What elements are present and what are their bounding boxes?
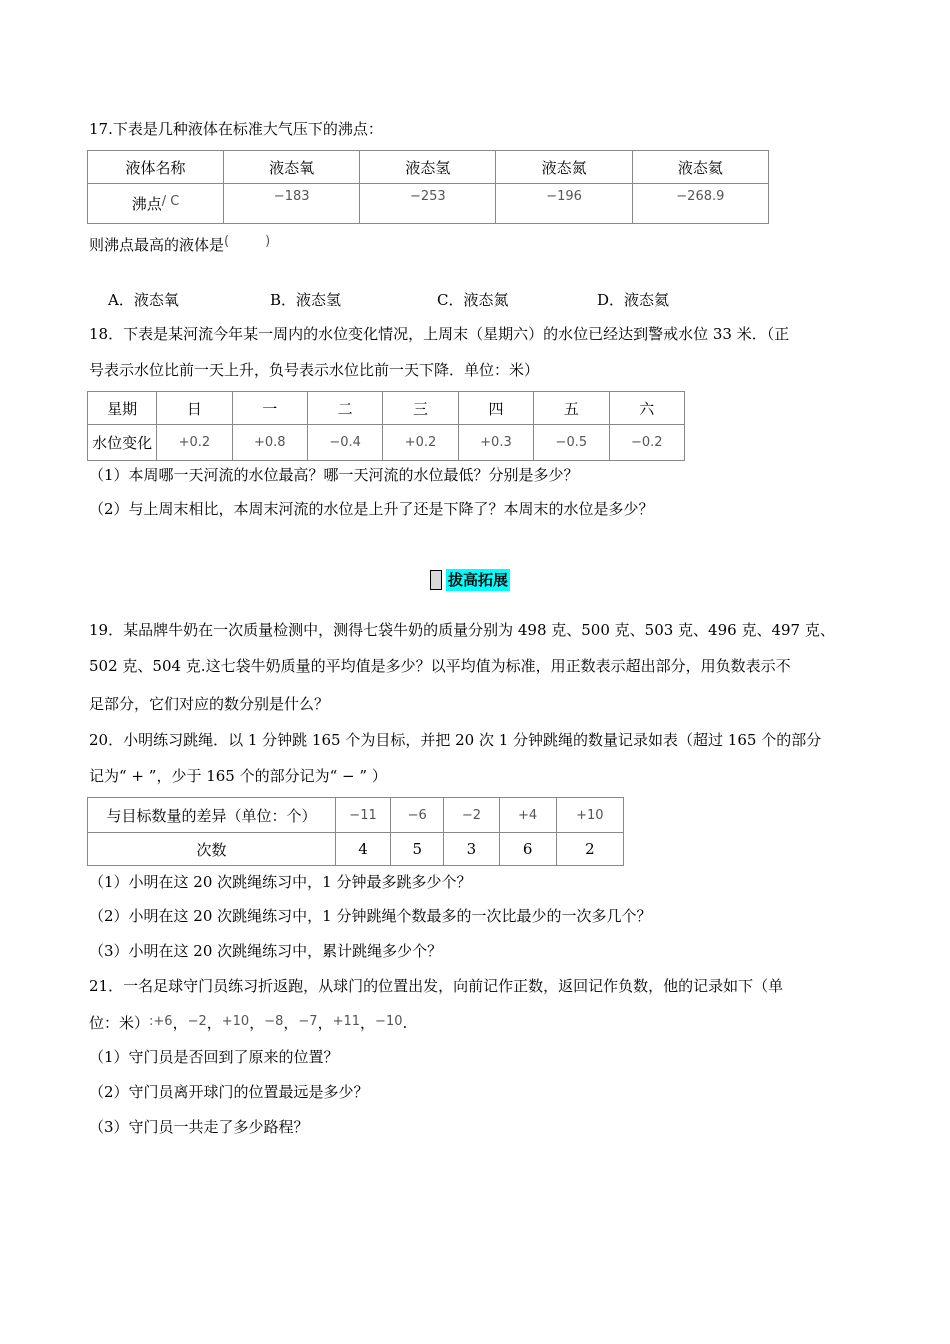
q19-line3: 足部分，它们对应的数分别是什么？ bbox=[89, 695, 330, 713]
table-cell: −2 bbox=[444, 798, 499, 833]
table-cell: −11 bbox=[335, 798, 390, 833]
q20-line1: 20．小明练习跳绳．以 1 分钟跳 165 个为目标，并把 20 次 1 分钟跳绳的数量记录如表（超过 165 个的部分 bbox=[89, 731, 822, 749]
table-cell: +4 bbox=[499, 798, 556, 833]
q21-sub3: （3）守门员一共走了多少路程？ bbox=[89, 1118, 309, 1136]
table-cell: −183 bbox=[224, 184, 360, 224]
option-c: C．液态氮 bbox=[437, 291, 509, 309]
q17-table bbox=[87, 150, 769, 224]
q21-line1: 21．一名足球守门员练习折返跑，从球门的位置出发，向前记作正数，返回记作负数，他的记录如下（单 bbox=[89, 977, 784, 995]
option-a: A．液态氧 bbox=[108, 291, 179, 309]
q21-sub1: （1）守门员是否回到了原来的位置？ bbox=[89, 1048, 339, 1066]
table-cell: 水位变化 bbox=[88, 425, 157, 461]
option-d: D．液态氦 bbox=[597, 291, 670, 309]
table-cell: 液态氧 bbox=[224, 151, 360, 184]
record-value: −7 bbox=[298, 1014, 318, 1029]
q17-stem: 17.下表是几种液体在标准大气压下的沸点： bbox=[89, 120, 383, 138]
table-cell: 日 bbox=[157, 392, 232, 425]
table-cell: 3 bbox=[444, 833, 499, 866]
q19-line1: 19．某品牌牛奶在一次质量检测中，测得七袋牛奶的质量分别为 498 克、500 克、503 克、496 克、497 克、 bbox=[89, 621, 835, 639]
q18-line2: 号表示水位比前一天上升，负号表示水位比前一天下降．单位：米） bbox=[89, 361, 540, 379]
q19-line2: 502 克、504 克.这七袋牛奶质量的平均值是多少？以平均值为标准，用正数表示超出部分，用负数表示不 bbox=[89, 657, 791, 675]
table-cell: +10 bbox=[556, 798, 623, 833]
table-cell: 与目标数量的差异（单位：个） bbox=[88, 798, 336, 833]
table-cell: 六 bbox=[609, 392, 684, 425]
q17-question bbox=[89, 232, 270, 255]
q20-sub3: （3）小明在这 20 次跳绳练习中，累计跳绳多少个？ bbox=[89, 942, 443, 960]
table-cell: +0.8 bbox=[232, 425, 307, 461]
table-cell: 液态氦 bbox=[632, 151, 768, 184]
q21-sub2: （2）守门员离开球门的位置最远是多少？ bbox=[89, 1083, 369, 1101]
table-cell: −268.9 bbox=[632, 184, 768, 224]
record-value: +11 bbox=[332, 1014, 361, 1029]
q20-line2: 记为“ + ”，少于 165 个的部分记为“ − ” ） bbox=[89, 767, 387, 785]
table-cell: 五 bbox=[534, 392, 609, 425]
table-cell: 三 bbox=[383, 392, 458, 425]
table-cell: 液态氮 bbox=[496, 151, 632, 184]
table-cell: 四 bbox=[458, 392, 533, 425]
table-cell: +0.2 bbox=[157, 425, 232, 461]
table-cell: +0.3 bbox=[458, 425, 533, 461]
table-cell: −253 bbox=[360, 184, 496, 224]
table-cell: 4 bbox=[335, 833, 390, 866]
table-cell: 星期 bbox=[88, 392, 157, 425]
table-cell: 一 bbox=[232, 392, 307, 425]
table-cell: 6 bbox=[499, 833, 556, 866]
table-cell: −0.5 bbox=[534, 425, 609, 461]
section-title: 拔高拓展 bbox=[448, 571, 509, 589]
q18-sub2: （2）与上周末相比，本周末河流的水位是上升了还是下降了？本周末的水位是多少？ bbox=[89, 500, 654, 518]
table-cell: 次数 bbox=[88, 833, 336, 866]
record-value: −8 bbox=[264, 1014, 284, 1029]
table-cell: 液体名称 bbox=[88, 151, 224, 184]
table-cell: 二 bbox=[307, 392, 382, 425]
table-cell: −6 bbox=[391, 798, 444, 833]
q20-sub1: （1）小明在这 20 次跳绳练习中，1 分钟最多跳多少个？ bbox=[89, 873, 472, 891]
table-cell: −196 bbox=[496, 184, 632, 224]
unit-label: / C bbox=[161, 194, 180, 209]
section-marker bbox=[430, 570, 442, 590]
record-value: +10 bbox=[221, 1014, 250, 1029]
table-cell: 液态氢 bbox=[360, 151, 496, 184]
table-cell bbox=[88, 184, 224, 224]
record-value: −2 bbox=[187, 1014, 207, 1029]
table-cell: +0.2 bbox=[383, 425, 458, 461]
row-label: 沸点 bbox=[131, 195, 162, 213]
q18-line1: 18．下表是某河流今年某一周内的水位变化情况，上周末（星期六）的水位已经达到警戒水位 33 米．（正 bbox=[89, 325, 790, 343]
q21-line2-prefix: 位：米） bbox=[89, 1014, 150, 1032]
q18-table bbox=[87, 391, 685, 461]
section-heading bbox=[430, 569, 510, 591]
paren-open: ( bbox=[224, 234, 230, 249]
q20-table bbox=[87, 797, 624, 866]
table-cell: 5 bbox=[391, 833, 444, 866]
q17-question-text: 则沸点最高的液体是 bbox=[89, 236, 225, 254]
q20-sub2: （2）小明在这 20 次跳绳练习中，1 分钟跳绳个数最多的一次比最少的一次多几个？ bbox=[89, 907, 652, 925]
q18-sub1: （1）本周哪一天河流的水位最高？哪一天河流的水位最低？分别是多少？ bbox=[89, 466, 579, 484]
table-cell: −0.2 bbox=[609, 425, 684, 461]
table-cell: −0.4 bbox=[307, 425, 382, 461]
record-value: :+6 bbox=[149, 1014, 173, 1029]
option-b: B．液态氢 bbox=[270, 291, 342, 309]
paren-close: ) bbox=[265, 234, 271, 249]
q21-line2: 位：米）:+6，−2，+10，−8，−7，+11，−10. bbox=[89, 1014, 408, 1032]
table-cell: 2 bbox=[556, 833, 623, 866]
record-value: −10 bbox=[375, 1014, 403, 1029]
